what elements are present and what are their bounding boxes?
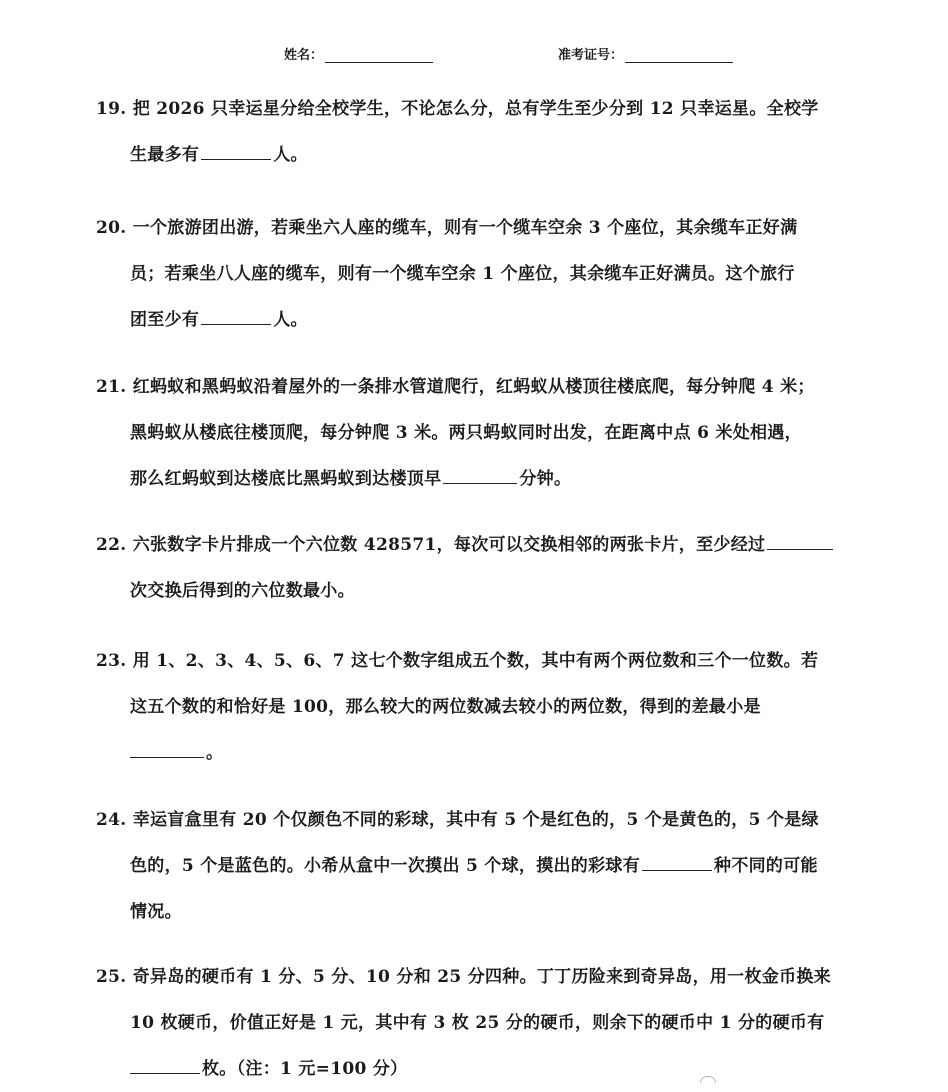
question-line (96, 568, 886, 614)
question-text: 团至少有 (130, 310, 200, 330)
exam-id-field (558, 44, 733, 63)
answer-blank[interactable] (443, 465, 517, 484)
name-field (284, 44, 433, 63)
question-number: 25. (96, 967, 127, 987)
name-label: 姓名： (284, 48, 324, 63)
question-line (96, 797, 886, 843)
question-text: 人。 (273, 145, 308, 165)
question-text: 生最多有 (130, 145, 200, 165)
question-line (96, 684, 886, 730)
question-text: 次交换后得到的六位数最小。 (130, 581, 355, 601)
answer-blank[interactable] (130, 739, 204, 758)
question-text: 用 1、2、3、4、5、6、7 这七个数字组成五个数，其中有两个两位数和三个一位数。若 (132, 651, 819, 671)
question-line (96, 251, 886, 297)
question-text: 奇异岛的硬币有 1 分、5 分、10 分和 25 分四种。丁丁历险来到奇异岛，用一枚金币换来 (132, 967, 831, 987)
question-text: 那么红蚂蚁到达楼底比黑蚂蚁到达楼顶早 (130, 469, 442, 489)
question-text: 红蚂蚁和黑蚂蚁沿着屋外的一条排水管道爬行，红蚂蚁从楼顶往楼底爬，每分钟爬 4 米； (132, 377, 815, 397)
question-line (96, 954, 886, 1000)
question-text: 。 (206, 743, 224, 763)
question-25 (96, 954, 886, 1092)
question-line (96, 297, 886, 343)
question-number: 23. (96, 651, 127, 671)
question-text: 黑蚂蚁从楼底往楼顶爬，每分钟爬 3 米。两只蚂蚁同时出发，在距离中点 6 米处相遇， (130, 423, 802, 443)
question-line (96, 1046, 886, 1092)
question-number: 24. (96, 810, 127, 830)
answer-blank[interactable] (642, 852, 712, 871)
question-line (96, 730, 886, 776)
question-text: 把 2026 只幸运星分给全校学生，不论怎么分，总有学生至少分到 12 只幸运星。全校学 (132, 99, 819, 119)
question-21 (96, 364, 886, 502)
answer-blank[interactable] (767, 531, 833, 550)
page-edge-mark (700, 1076, 716, 1083)
question-19 (96, 86, 886, 178)
question-text: 这五个数的和恰好是 100，那么较大的两位数减去较小的两位数，得到的差最小是 (130, 697, 761, 717)
exam-id-blank[interactable] (625, 48, 733, 63)
question-text: 色的，5 个是蓝色的。小希从盒中一次摸出 5 个球，摸出的彩球有 (130, 856, 641, 876)
question-line (96, 132, 886, 178)
answer-blank[interactable] (201, 306, 271, 325)
answer-blank[interactable] (201, 141, 271, 160)
question-24 (96, 797, 886, 935)
question-line (96, 364, 886, 410)
exam-header (0, 44, 948, 68)
question-20 (96, 205, 886, 343)
question-text: 幸运盲盒里有 20 个仅颜色不同的彩球，其中有 5 个是红色的，5 个是黄色的，5 个是绿 (132, 810, 819, 830)
question-text: 10 枚硬币，价值正好是 1 元，其中有 3 枚 25 分的硬币，则余下的硬币中 1 分的硬币有 (130, 1013, 825, 1033)
question-text: 分钟。 (519, 469, 572, 489)
question-text: 人。 (273, 310, 308, 330)
question-line (96, 456, 886, 502)
question-text: 一个旅游团出游，若乘坐六人座的缆车，则有一个缆车空余 3 个座位，其余缆车正好满 (132, 218, 798, 238)
question-line (96, 889, 886, 935)
question-number: 22. (96, 535, 127, 555)
question-line (96, 205, 886, 251)
name-blank[interactable] (325, 48, 433, 63)
question-number: 19. (96, 99, 127, 119)
question-23 (96, 638, 886, 776)
question-number: 20. (96, 218, 127, 238)
question-text: 种不同的可能 (714, 856, 818, 876)
question-text: 员；若乘坐八人座的缆车，则有一个缆车空余 1 个座位，其余缆车正好满员。这个旅行 (130, 264, 795, 284)
question-number: 21. (96, 377, 127, 397)
question-line (96, 86, 886, 132)
question-text: 情况。 (130, 902, 182, 922)
answer-blank[interactable] (130, 1055, 200, 1074)
question-22 (96, 522, 886, 614)
question-text: 枚。（注：1 元=100 分） (202, 1059, 408, 1079)
question-line (96, 638, 886, 684)
question-line (96, 522, 886, 568)
question-line (96, 410, 886, 456)
exam-id-label: 准考证号： (558, 48, 624, 63)
question-line (96, 1000, 886, 1046)
question-text: 六张数字卡片排成一个六位数 428571，每次可以交换相邻的两张卡片，至少经过 (132, 535, 766, 555)
question-line (96, 843, 886, 889)
